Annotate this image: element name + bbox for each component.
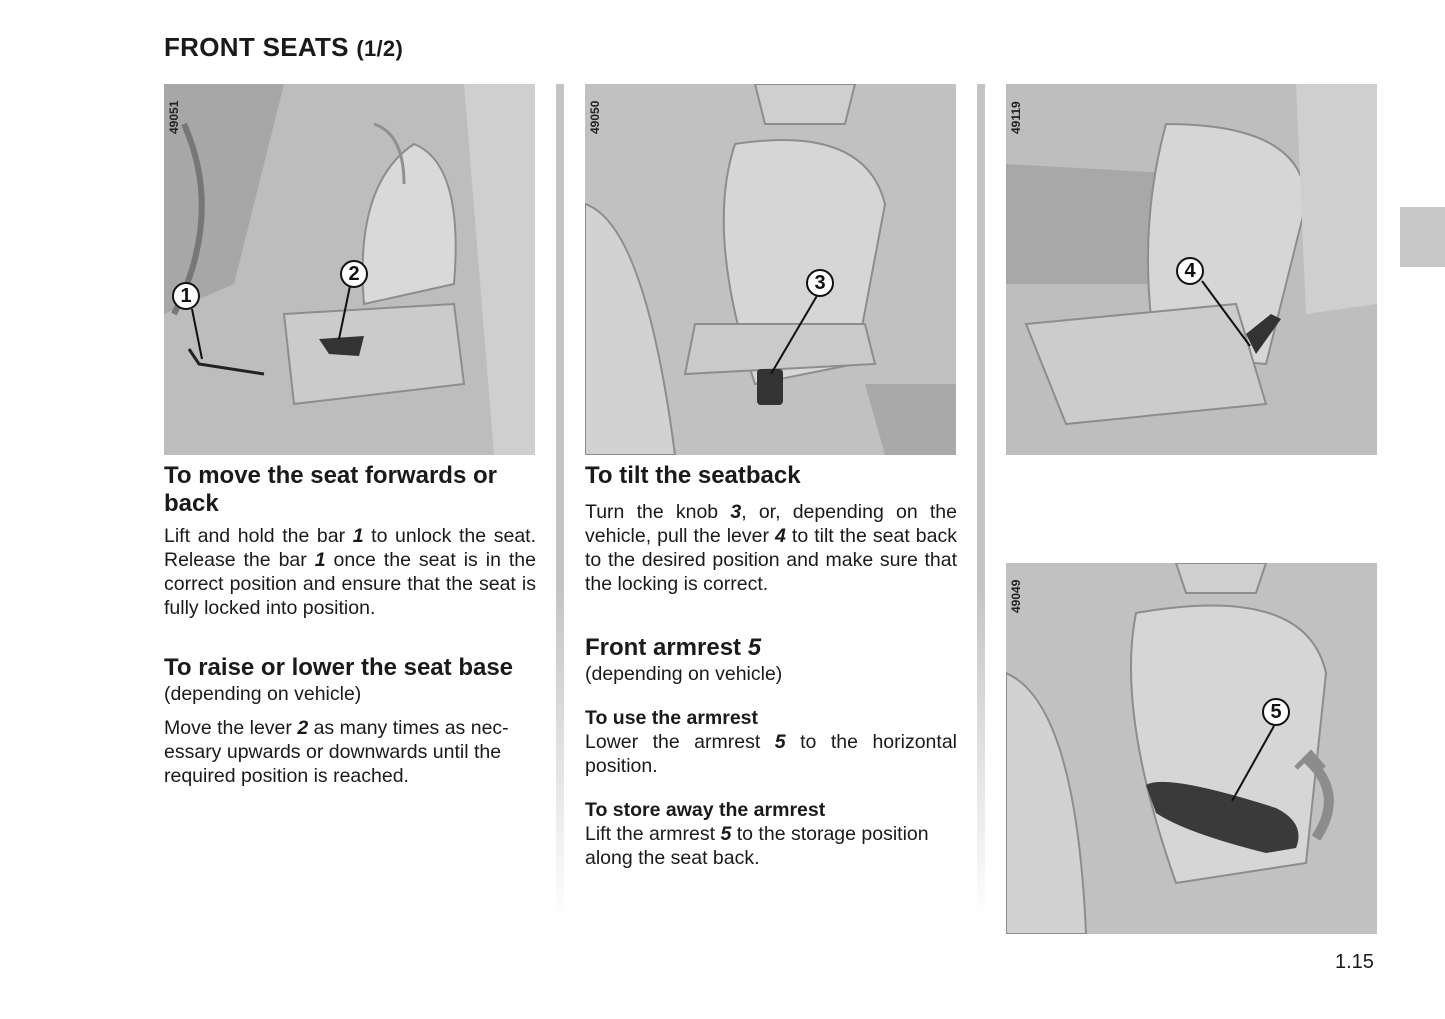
figure-code: 49051 <box>167 100 181 134</box>
page-number: 1.15 <box>1335 951 1374 973</box>
column-2-text <box>585 462 957 870</box>
callout-4: 4 <box>1176 257 1204 285</box>
chapter-tab <box>1400 207 1445 267</box>
column-divider <box>556 84 564 922</box>
figure-seat-adjust-bar-and-lever <box>164 84 535 455</box>
note-depending-on-vehicle: (depending on vehicle) <box>585 663 783 685</box>
callout-1: 1 <box>172 282 200 310</box>
paragraph-store-armrest: Lift the armrest 5 to the storage position along the seat back. <box>585 823 929 869</box>
figure-code: 49050 <box>588 100 602 134</box>
seat-illustration <box>585 84 956 455</box>
callout-5: 5 <box>1262 698 1290 726</box>
subheading-use-armrest: To use the armrest <box>585 707 759 729</box>
paragraph-use-armrest: Lower the armrest 5 to the horizontal position. <box>585 731 957 777</box>
column-1-text <box>164 462 536 788</box>
seat-illustration <box>1006 563 1377 934</box>
paragraph-move-seat: Lift and hold the bar 1 to unlock the seat. Release the bar 1 once the seat is in the correct position and ensure that the seat is fully locked into position. <box>164 525 536 619</box>
heading-raise-lower-seat-base: To raise or lower the seat base <box>164 654 514 681</box>
heading-front-armrest: Front armrest 5 <box>585 634 762 661</box>
page-title: FRONT SEATS (1/2) <box>164 32 404 62</box>
note-depending-on-vehicle: (depending on vehicle) <box>164 683 362 705</box>
figure-seatback-knob <box>585 84 956 455</box>
column-divider <box>977 84 985 922</box>
heading-tilt-seatback: To tilt the seatback <box>585 462 801 489</box>
figure-seatback-lever <box>1006 84 1377 455</box>
figure-code: 49119 <box>1009 101 1023 134</box>
figure-front-armrest <box>1006 563 1377 934</box>
callout-2: 2 <box>340 260 368 288</box>
figure-code: 49049 <box>1009 579 1023 613</box>
heading-move-seat: To move the seat forwards or back <box>164 462 497 517</box>
paragraph-raise-lower: Move the lever 2 as many times as nec-essary upwards or downwards until the required position is reached. <box>164 717 509 787</box>
callout-3: 3 <box>806 269 834 297</box>
paragraph-tilt-seatback: Turn the knob 3, or, depending on the vehicle, pull the lever 4 to tilt the seat back to the desired position and make sure that the locking is correct. <box>585 501 957 595</box>
subheading-store-armrest: To store away the armrest <box>585 799 826 821</box>
